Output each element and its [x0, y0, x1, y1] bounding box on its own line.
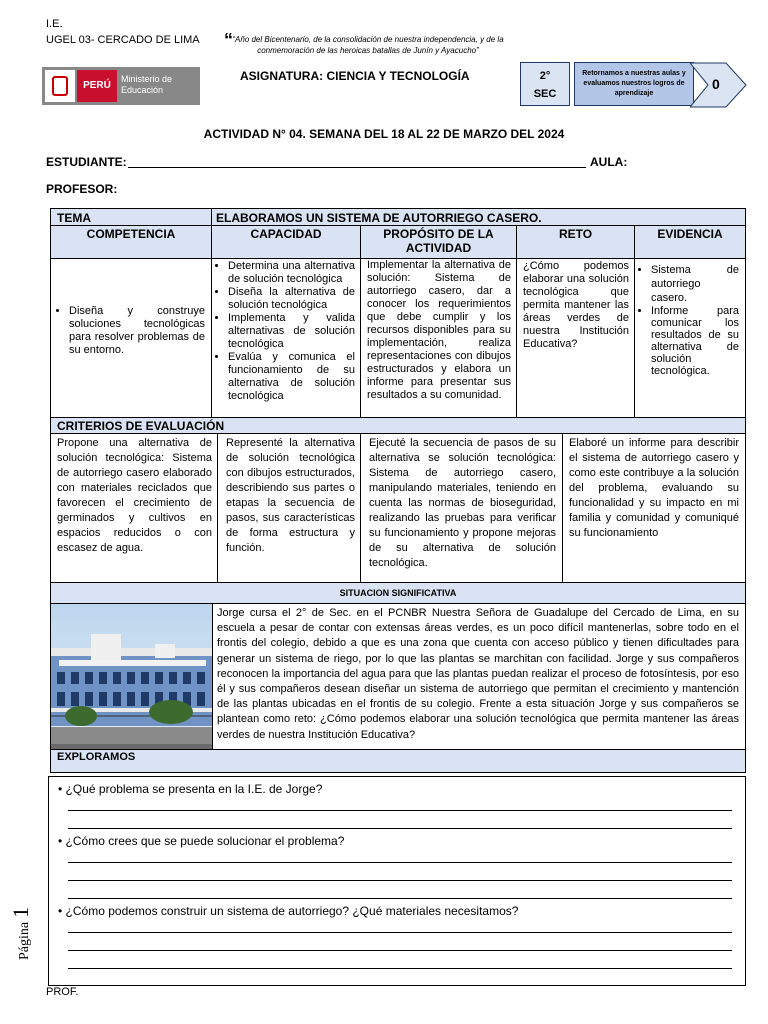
evidencia-item: • Sistema de autorriego casero. — [651, 263, 739, 305]
criterios-label: CRITERIOS DE EVALUACIÓN — [50, 417, 746, 434]
header-competencia: COMPETENCIA — [50, 225, 212, 259]
subject-title: ASIGNATURA: CIENCIA Y TECNOLOGÍA — [240, 69, 470, 83]
answer-line[interactable] — [68, 862, 732, 863]
answer-line[interactable] — [68, 828, 732, 829]
evidencia-item: • Informe para comunicar los resultados de su alternativa de solución tecnológica. — [651, 305, 739, 377]
activity-title: ACTIVIDAD N° 04. SEMANA DEL 18 AL 22 DE MARZO DEL 2024 — [203, 127, 565, 141]
question-1-text: ¿Qué problema se presenta en la I.E. de Jorge? — [65, 782, 323, 796]
logo-ministry-text: Ministerio de Educación — [121, 74, 173, 95]
questions-box — [48, 776, 746, 986]
question-1: • ¿Qué problema se presenta en la I.E. de Jorge? — [58, 782, 323, 796]
aula-label: AULA: — [590, 155, 628, 169]
tema-label: TEMA — [50, 208, 212, 226]
question-3-text: ¿Cómo podemos construir un sistema de autorriego? ¿Qué materiales necesitamos? — [65, 904, 519, 918]
capacidad-item: • Diseña la alternativa de solución tecnológica — [228, 286, 355, 312]
grade-box — [520, 62, 570, 106]
reto-text: ¿Cómo podemos elaborar una solución tecnológica que permita mantener las áreas verdes de nuestra Institución Educativa? — [516, 258, 635, 418]
answer-line[interactable] — [68, 898, 732, 899]
ministry-logo — [42, 67, 200, 105]
header-evidencia: EVIDENCIA — [634, 225, 746, 259]
capacidad-item: • Evalúa y comunica el funcionamiento de su alternativa de solución tecnológica — [228, 351, 355, 403]
answer-line[interactable] — [68, 932, 732, 933]
criterio-1: Propone una alternativa de solución tecnológica: Sistema de autorriego casero elaborado con materiales reciclados que favorecen el crecimiento de germinados y cultivos en espacios reducidos o con escasez de agua. — [50, 433, 218, 583]
question-2-text: ¿Cómo crees que se puede solucionar el problema? — [65, 834, 345, 848]
school-building-image — [51, 604, 213, 750]
logo-peru-text: PERÚ — [77, 70, 117, 102]
competencia-text: • Diseña y construye soluciones tecnológicas para resolver problemas de su entorno. — [69, 305, 205, 357]
situacion-label: SITUACION SIGNIFICATIVA — [50, 582, 746, 604]
capacidad-item: • Determina una alternativa de solución tecnológica — [228, 260, 355, 286]
tema-value: ELABORAMOS UN SISTEMA DE AUTORRIEGO CASERO. — [211, 208, 746, 226]
school-photo — [50, 603, 213, 750]
capacidad-cell — [211, 258, 361, 418]
situacion-text: Jorge cursa el 2° de Sec. en el PCNBR Nuestra Señora de Guadalupe del Cercado de Lima, en su escuela a pesar de contar con extensas áreas verdes, es un poco difícil mantenerlas, sobre todo en el frontis del colegio, debido a que es una zona que cuenta con acceso público y tienen dificultades para generar un sistema de riego, por lo que las plantas se marchitan con facilidad. Jorge y sus compañeros reconocen la importancia del agua para que las plantas puedan realizar el proceso de fotosíntesis, por eso él y sus compañeros desean diseñar un sistema de autorriego que permitan el crecimiento y mantención de las plantas ubicadas en el frontis de su colegio. Frente a esta situación Jorge y sus compañeros se plantean como reto: ¿Cómo podemos elaborar una solución tecnológica que permita mantener las áreas verdes de nuestra Institución Educativa? — [212, 603, 746, 750]
ugel-label: UGEL 03- CERCADO DE LIMA — [46, 34, 200, 46]
unit-box: Retornamos a nuestras aulas y evaluamos nuestros logros de aprendizaje — [574, 62, 694, 106]
prof-label: PROF. — [46, 986, 79, 998]
answer-line[interactable] — [68, 880, 732, 881]
answer-line[interactable] — [68, 950, 732, 951]
header-proposito: PROPÓSITO DE LA ACTIVIDAD — [360, 225, 517, 259]
criterio-2: Representé la alternativa de solución tecnológica con dibujos estructurados, describiendo sus partes o etapas la secuencia de pasos, sus características de forma estructura y función. — [217, 433, 361, 583]
competencia-cell — [50, 258, 212, 418]
quote-mark: “ — [224, 30, 233, 50]
question-2: • ¿Cómo crees que se puede solucionar el problema? — [58, 834, 345, 848]
header-capacidad: CAPACIDAD — [211, 225, 361, 259]
criterio-4: Elaboré un informe para describir el sistema de autorriego casero y como este contribuye a la solución del problema, evaluando su funcionalidad y su impacto en mi familia y comunidad y comuniqué su funcionamiento — [562, 433, 746, 583]
teacher-label: PROFESOR: — [46, 182, 118, 196]
school-label: I.E. — [46, 18, 63, 30]
answer-line[interactable] — [68, 968, 732, 969]
page-label — [8, 907, 34, 960]
section-value: SEC — [533, 88, 557, 100]
year-motto: “Año del Bicentenario, de la consolidación de nuestra independencia, y de la conmemoración de las heroicas batallas de Junín y Ayacucho” — [232, 35, 504, 55]
capacidad-item: • Implementa y valida alternativas de solución tecnológica — [228, 312, 355, 351]
proposito-text: Implementar la alternativa de solución: Sistema de autorriego casero, dar a conocer los requerimientos que debe cumplir y los recursos disponibles para su implementación, realiza representaciones con dibujos estructurados y elabora un informe para presentar sus resultados a su comunidad. — [360, 258, 517, 418]
answer-line[interactable] — [68, 810, 732, 811]
unit-number: 0 — [712, 76, 720, 92]
shield-icon — [45, 70, 75, 102]
student-name-line[interactable] — [128, 167, 586, 168]
page-label-text: Página — [17, 921, 32, 960]
grade-value: 2° — [539, 70, 551, 82]
criterio-3: Ejecuté la secuencia de pasos de su alternativa se solución tecnológica: Sistema de autorriego casero, manipulando materiales, teniendo en cuenta las normas de bioseguridad, realizando las pruebas para verificar su funcionamiento y propone mejoras de su alternativa de solución tecnológica. — [360, 433, 563, 583]
exploramos-label: EXPLORAMOS — [50, 749, 746, 773]
header-reto: RETO — [516, 225, 635, 259]
question-3: • ¿Cómo podemos construir un sistema de autorriego? ¿Qué materiales necesitamos? — [58, 904, 519, 918]
page-number: 1 — [8, 906, 33, 918]
student-label: ESTUDIANTE: — [46, 155, 127, 169]
evidencia-cell — [634, 258, 746, 418]
